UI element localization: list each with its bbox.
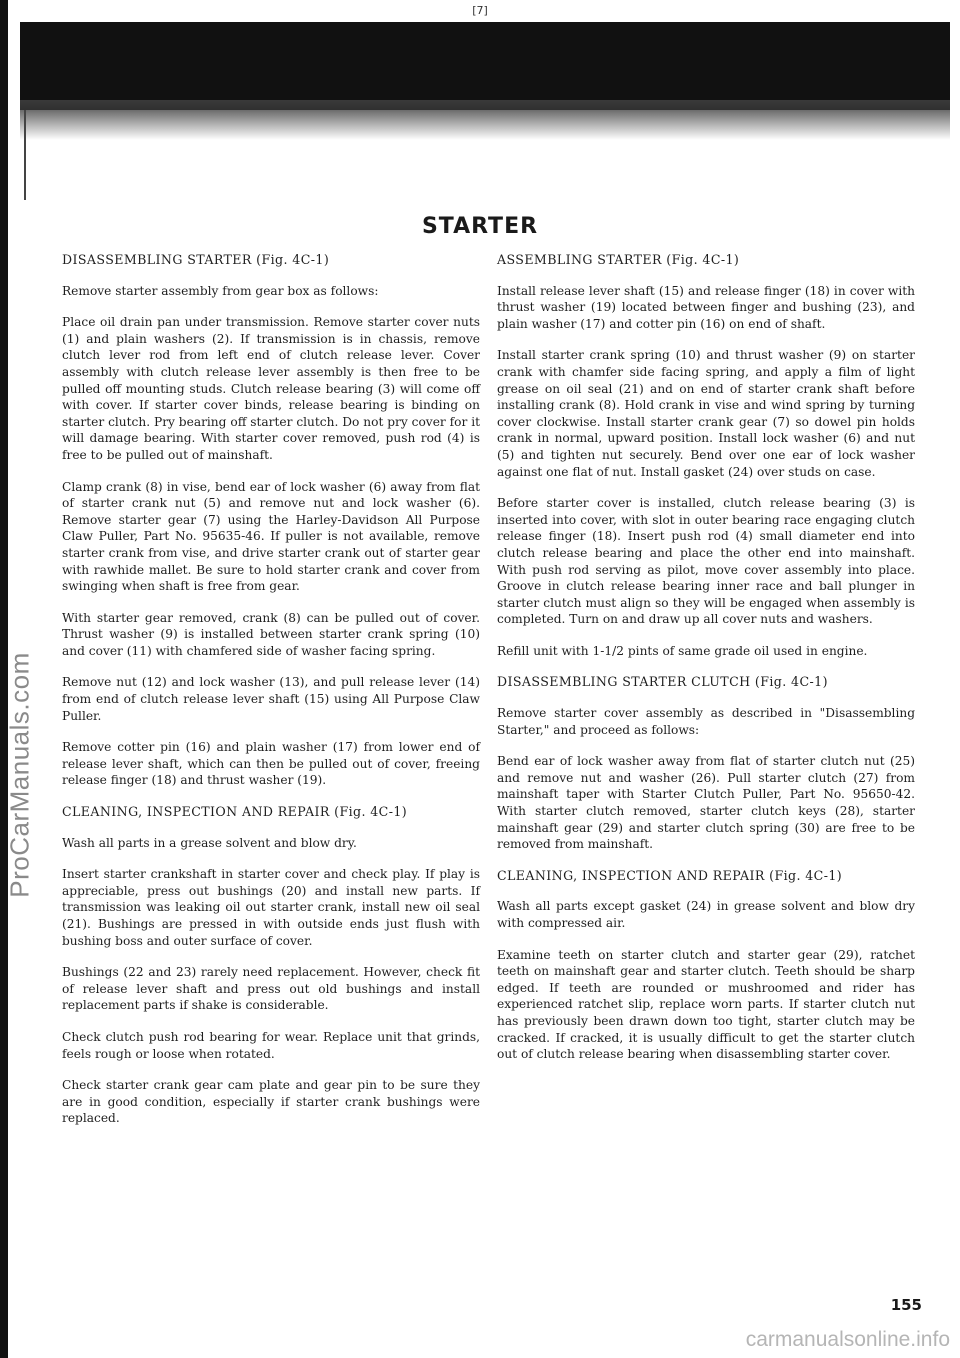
paragraph: Clamp crank (8) in vise, bend ear of lock washer (6) away from flat of starter crank nut (5) and remove nut and lock washer (6). Remove starter gear (7) using the Harley-Davidson All Purpose Claw Puller, Part No. 95635-46. If puller is not available, remove starter crank from vise, and drive starter crank out of starter gear with rawhide mallet. Be sure to hold starter crank and cover from swinging when shaft is free from gear. — [62, 479, 480, 594]
paragraph: Remove nut (12) and lock washer (13), and pull release lever (14) from end of clutch release lever shaft (15) using All Purpose Claw Puller. — [62, 675, 480, 723]
scan-mark — [24, 110, 26, 200]
section-heading: DISASSEMBLING STARTER (Fig. 4C-1) — [62, 252, 330, 267]
side-watermark-text: ProCarManuals.com — [4, 652, 35, 898]
paragraph: Remove starter assembly from gear box as follows: — [62, 283, 379, 298]
paragraph: Insert starter crankshaft in starter cover and check play. If play is appreciable, press out bushings (20) and install new parts. If transmission was leaking oil out starter crank, install new oil seal (21). Bushings are pressed in with outside ends just flush with bushing boss and outer surface of cover. — [62, 867, 480, 948]
left-column — [62, 252, 480, 1142]
paragraph: Remove cotter pin (16) and plain washer (17) from lower end of release lever shaft, which can then be pulled out of cover, freeing release finger (18) and thrust washer (19). — [62, 740, 480, 788]
paragraph: Examine teeth on starter clutch and starter gear (29), ratchet teeth on mainshaft gear and starter clutch. Teeth should be sharp edged. If teeth are rounded or mushroomed and rider has experienced ratchet slip, replace worn parts. If starter clutch nut has previously been drawn down too tight, starter clutch may be cracked. If cracked, it is usually difficult to get the starter clutch out of clutch release bearing when disassembling starter cover. — [497, 947, 915, 1062]
paragraph: Install starter crank spring (10) and thrust washer (9) on starter crank with chamfer side facing spring, and apply a film of light grease on oil seal (21) and on end of starter crank shaft before installing crank (8). Hold crank in vise and wind spring by turning cover clockwise. Install starter crank gear (7) so dowel pin holds crank in normal, upward position. Install lock washer (6) and nut (5) and tighten nut securely. Bend over one ear of lock washer against one flat of nut. Install gasket (24) over studs on case. — [497, 348, 915, 479]
right-column — [497, 252, 915, 1078]
header-banner — [20, 22, 950, 110]
paragraph: Place oil drain pan under transmission. Remove starter cover nuts (1) and plain washers (2). If transmission is in chassis, remove clutch lever rod from left end of clutch release lever. Cover assembly with clutch release lever assembly is then free to be pulled off mounting studs. Clutch release bearing (3) will come off with cover. If starter cover binds, release bearing is binding on starter clutch. Pry bearing off starter clutch. Do not pry cover for it will damage bearing. With starter cover removed, push rod (4) is free to be pulled out of mainshaft. — [62, 315, 480, 462]
section-heading: CLEANING, INSPECTION AND REPAIR (Fig. 4C-1) — [62, 804, 408, 820]
section-title: STARTER — [421, 214, 539, 239]
section-heading: DISASSEMBLING STARTER CLUTCH (Fig. 4C-1) — [497, 674, 828, 690]
page-number: 155 — [890, 1296, 922, 1314]
section-heading: ASSEMBLING STARTER (Fig. 4C-1) — [497, 252, 740, 267]
paragraph: Bend ear of lock washer away from flat of starter clutch nut (25) and remove nut and washer (26). Pull starter clutch (27) from mainshaft taper with Starter Clutch Puller, Part No. 95650-42. With starter clutch removed, starter clutch keys (28), starter mainshaft gear (29) and starter clutch spring (30) are free to be removed from mainshaft. — [497, 754, 915, 852]
paragraph: Bushings (22 and 23) rarely need replacement. However, check fit of release lever shaft and press out old bushings and install replacement parts if shake is considerable. — [62, 965, 480, 1013]
side-watermark — [0, 565, 40, 985]
bottom-watermark: carmanualsonline.info — [745, 1328, 950, 1351]
paragraph: Before starter cover is installed, clutch release bearing (3) is inserted into cover, with slot in outer bearing race engaging clutch release finger (18). Insert push rod (4) small diameter end into clutch release bearing and place the other end into mainshaft. With push rod serving as pilot, move cover assembly into place. Groove in clutch release bearing inner race and ball plunger in starter clutch must align so they will be engaged when assembly is completed. Turn on and draw up all cover nuts and washers. — [497, 496, 915, 627]
page-label: [7] — [472, 4, 488, 17]
section-heading: CLEANING, INSPECTION AND REPAIR (Fig. 4C-1) — [497, 867, 843, 883]
paragraph: Check starter crank gear cam plate and gear pin to be sure they are in good condition, especially if starter crank bushings were replaced. — [62, 1078, 480, 1126]
paragraph: Wash all parts except gasket (24) in grease solvent and blow dry with compressed air. — [497, 899, 915, 930]
paragraph: Wash all parts in a grease solvent and blow dry. — [62, 835, 357, 850]
paragraph: Install release lever shaft (15) and release finger (18) in cover with thrust washer (19) located between finger and bushing (23), and plain washer (17) and cotter pin (16) on end of shaft. — [497, 283, 915, 331]
paragraph: Check clutch push rod bearing for wear. Replace unit that grinds, feels rough or loose when rotated. — [62, 1029, 480, 1061]
paragraph: With starter gear removed, crank (8) can be pulled out of cover. Thrust washer (9) is installed between starter crank spring (10) and cover (11) with chamfered side of washer facing spring. — [62, 610, 480, 658]
header-banner-fade — [20, 100, 950, 140]
paragraph: Refill unit with 1-1/2 pints of same grade oil used in engine. — [497, 643, 868, 658]
paragraph: Remove starter cover assembly as described in "Disassembling Starter," and proceed as follows: — [497, 706, 915, 737]
